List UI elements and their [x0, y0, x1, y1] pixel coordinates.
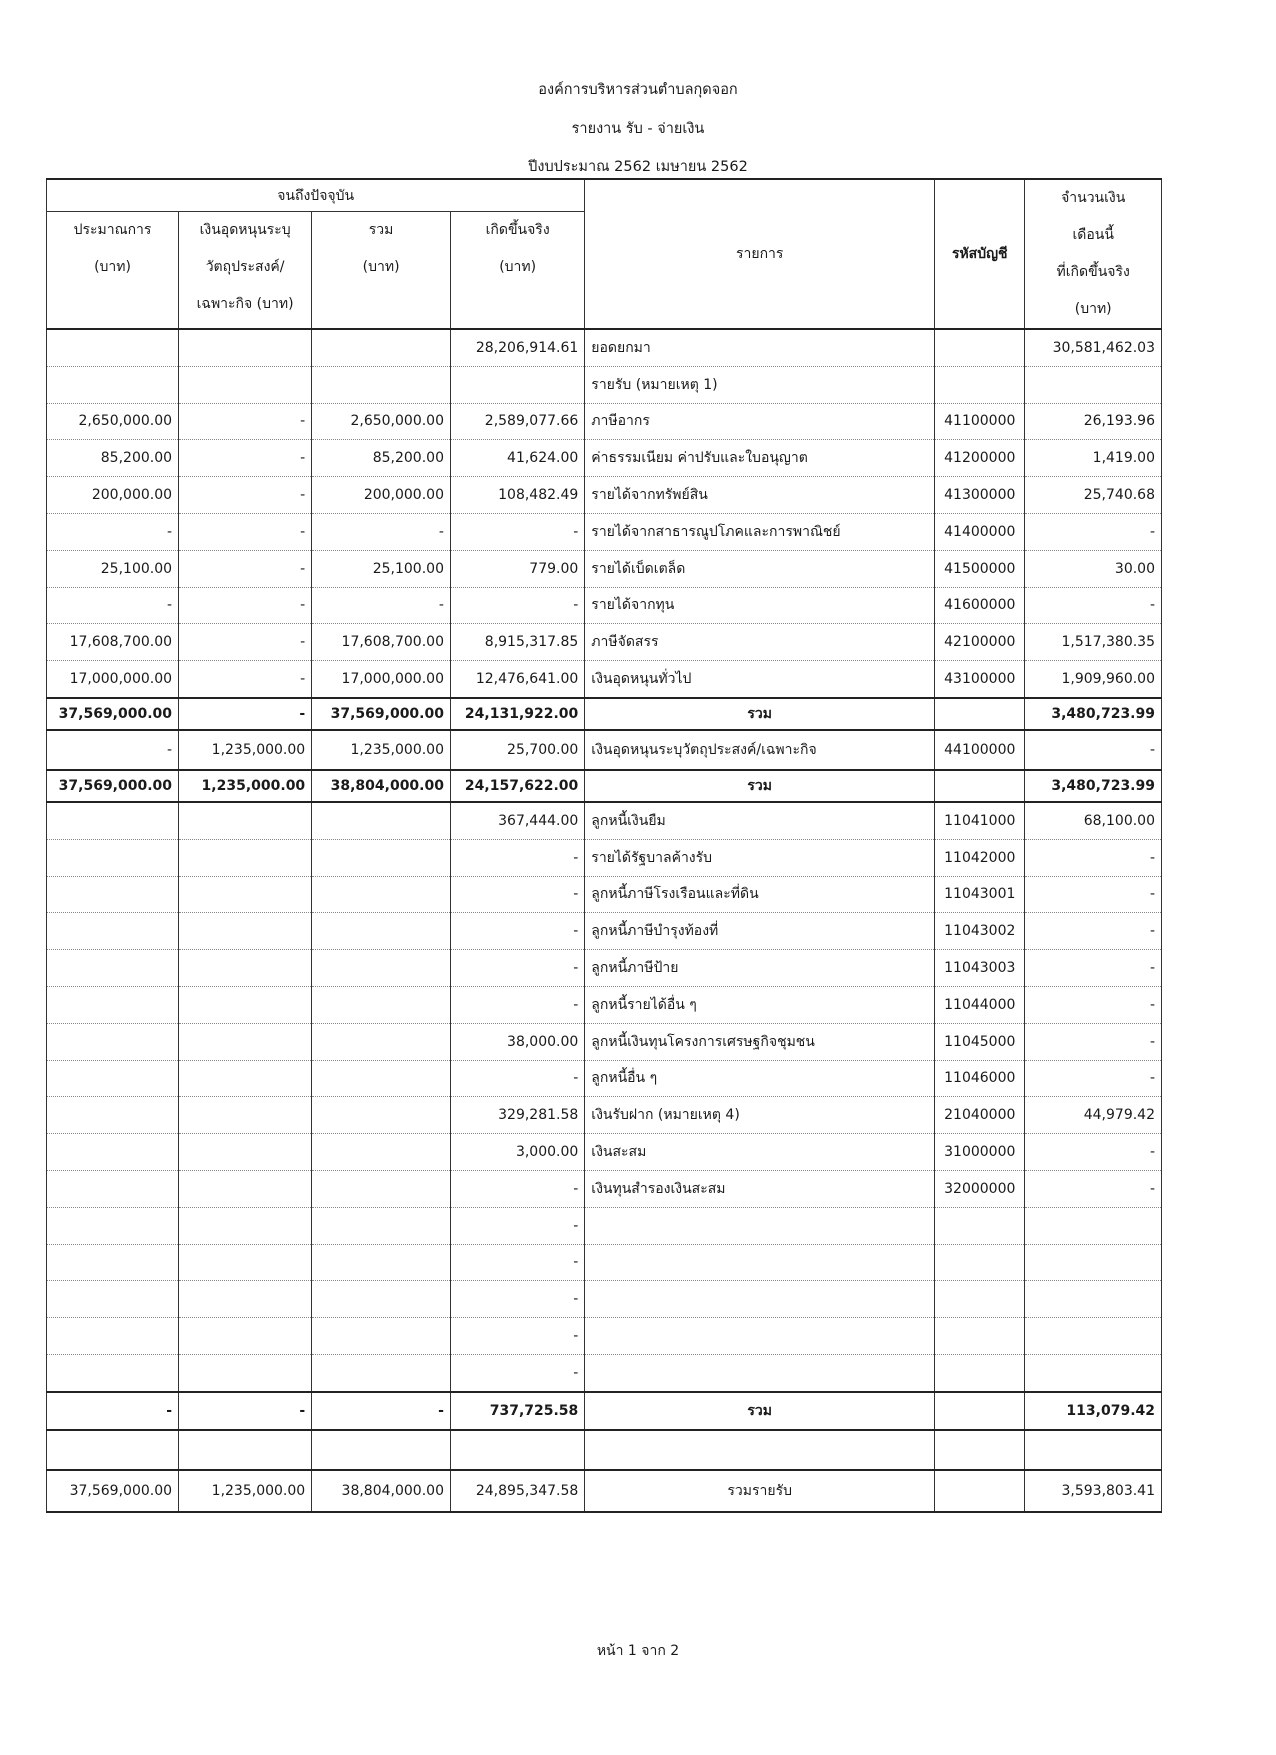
cell-code	[935, 698, 1025, 730]
cell-subsidy	[179, 876, 312, 913]
cell-code: 41400000	[935, 513, 1025, 550]
cell-budget: 200,000.00	[47, 477, 179, 514]
cell-item: เงินอุดหนุนระบุวัตถุประสงค์/เฉพาะกิจ	[585, 730, 935, 770]
cell-subsidy	[179, 839, 312, 876]
cell-total: 17,608,700.00	[312, 624, 451, 661]
spacer-row	[47, 1430, 1162, 1470]
cell-code: 21040000	[935, 1097, 1025, 1134]
org-title: องค์การบริหารส่วนตำบลกุดจอก	[538, 82, 738, 98]
cell-code: 11043003	[935, 950, 1025, 987]
cell-actual: 24,131,922.00	[450, 698, 584, 730]
cell-total	[312, 1281, 451, 1318]
table-row	[47, 661, 1162, 698]
cell-budget	[47, 1060, 179, 1097]
cell-budget: -	[47, 513, 179, 550]
cell-actual: 24,895,347.58	[450, 1470, 584, 1512]
cell-actual: -	[450, 587, 584, 624]
cell-budget	[47, 913, 179, 950]
cell-code: 41500000	[935, 550, 1025, 587]
receipt-payment-table	[46, 178, 1162, 1513]
col-header-month-l3: ที่เกิดขึ้นจริง	[1056, 264, 1130, 280]
empty-cell	[47, 1430, 179, 1470]
table-row	[47, 477, 1162, 514]
cell-budget: 37,569,000.00	[47, 698, 179, 730]
cell-code: 11042000	[935, 839, 1025, 876]
cell-budget: 37,569,000.00	[47, 1470, 179, 1512]
col-header-month-l1: จำนวนเงิน	[1061, 190, 1126, 206]
cell-total: 17,000,000.00	[312, 661, 451, 698]
cell-code: 31000000	[935, 1134, 1025, 1171]
cell-month	[1025, 366, 1162, 403]
cell-month	[1025, 1318, 1162, 1355]
cell-month: -	[1025, 1060, 1162, 1097]
cell-month	[1025, 1281, 1162, 1318]
cell-budget	[47, 1134, 179, 1171]
cell-code: 41300000	[935, 477, 1025, 514]
cell-code: 41200000	[935, 440, 1025, 477]
cell-item: ลูกหนี้เงินทุนโครงการเศรษฐกิจชุมชน	[585, 1023, 935, 1060]
cell-actual: 28,206,914.61	[450, 329, 584, 366]
cell-item: ภาษีอากร	[585, 403, 935, 440]
table-row	[47, 1023, 1162, 1060]
cell-budget: 37,569,000.00	[47, 770, 179, 802]
cell-item: รวมรายรับ	[585, 1470, 935, 1512]
cell-actual: -	[450, 913, 584, 950]
cell-total: 85,200.00	[312, 440, 451, 477]
cell-subsidy: -	[179, 661, 312, 698]
cell-month: 1,517,380.35	[1025, 624, 1162, 661]
cell-month: -	[1025, 950, 1162, 987]
cell-actual: 25,700.00	[450, 730, 584, 770]
cell-actual: -	[450, 1318, 584, 1355]
cell-subsidy: -	[179, 513, 312, 550]
cell-item: รวม	[585, 698, 935, 730]
cell-subsidy: -	[179, 698, 312, 730]
cell-month: 44,979.42	[1025, 1097, 1162, 1134]
table-row	[47, 624, 1162, 661]
cell-total	[312, 986, 451, 1023]
cell-budget: 25,100.00	[47, 550, 179, 587]
empty-cell	[935, 1430, 1025, 1470]
table-row	[47, 1207, 1162, 1244]
cell-budget	[47, 1354, 179, 1391]
cell-month: 68,100.00	[1025, 802, 1162, 839]
cell-total: 38,804,000.00	[312, 1470, 451, 1512]
cell-subsidy	[179, 1023, 312, 1060]
cell-code: 43100000	[935, 661, 1025, 698]
cell-month: 3,480,723.99	[1025, 698, 1162, 730]
col-header-actual-l2: (บาท)	[499, 259, 537, 276]
cell-item: ลูกหนี้ภาษีป้าย	[585, 950, 935, 987]
empty-cell	[312, 1430, 451, 1470]
cell-code: 11043002	[935, 913, 1025, 950]
cell-month: 1,419.00	[1025, 440, 1162, 477]
cell-total	[312, 1097, 451, 1134]
cell-actual: 779.00	[450, 550, 584, 587]
col-header-budget-l1: ประมาณการ	[73, 222, 152, 239]
cell-code	[935, 1470, 1025, 1512]
cell-actual: 329,281.58	[450, 1097, 584, 1134]
cell-budget	[47, 1281, 179, 1318]
cell-actual: -	[450, 876, 584, 913]
cell-total	[312, 1354, 451, 1391]
cell-actual: -	[450, 1244, 584, 1281]
cell-subsidy	[179, 913, 312, 950]
cell-month: 1,909,960.00	[1025, 661, 1162, 698]
cell-actual: -	[450, 1281, 584, 1318]
cell-budget: 85,200.00	[47, 440, 179, 477]
cell-total	[312, 1207, 451, 1244]
subtotal-row	[47, 1392, 1162, 1430]
cell-actual: 737,725.58	[450, 1392, 584, 1430]
table-row	[47, 730, 1162, 770]
table-row	[47, 913, 1162, 950]
cell-budget	[47, 876, 179, 913]
cell-total	[312, 1060, 451, 1097]
col-header-total-l1: รวม	[368, 222, 394, 239]
cell-subsidy	[179, 1207, 312, 1244]
cell-subsidy: -	[179, 440, 312, 477]
cell-total	[312, 1170, 451, 1207]
col-header-month	[1025, 179, 1162, 329]
cell-month: -	[1025, 1170, 1162, 1207]
cell-month: 26,193.96	[1025, 403, 1162, 440]
empty-cell	[585, 1430, 935, 1470]
cell-total	[312, 366, 451, 403]
cell-subsidy	[179, 986, 312, 1023]
cell-month: 3,593,803.41	[1025, 1470, 1162, 1512]
col-header-item: รายการ	[585, 179, 935, 329]
table-row	[47, 329, 1162, 366]
cell-budget	[47, 366, 179, 403]
col-header-month-l4: (บาท)	[1074, 301, 1112, 317]
table-row	[47, 802, 1162, 839]
cell-budget: -	[47, 730, 179, 770]
cell-item: เงินอุดหนุนทั่วไป	[585, 661, 935, 698]
cell-actual: -	[450, 1207, 584, 1244]
table-row	[47, 986, 1162, 1023]
cell-item: เงินรับฝาก (หมายเหตุ 4)	[585, 1097, 935, 1134]
cell-month: -	[1025, 513, 1162, 550]
cell-actual: 108,482.49	[450, 477, 584, 514]
cell-code	[935, 1207, 1025, 1244]
cell-item: รวม	[585, 770, 935, 802]
cell-month: 30,581,462.03	[1025, 329, 1162, 366]
table-row	[47, 839, 1162, 876]
cell-month: 3,480,723.99	[1025, 770, 1162, 802]
cell-month: -	[1025, 839, 1162, 876]
cell-total	[312, 1244, 451, 1281]
cell-subsidy: -	[179, 587, 312, 624]
cell-actual	[450, 366, 584, 403]
cell-subsidy	[179, 1097, 312, 1134]
cell-code: 32000000	[935, 1170, 1025, 1207]
cell-item	[585, 1207, 935, 1244]
cell-code	[935, 366, 1025, 403]
cell-subsidy: 1,235,000.00	[179, 1470, 312, 1512]
cell-month: 30.00	[1025, 550, 1162, 587]
cell-subsidy: 1,235,000.00	[179, 770, 312, 802]
cell-subsidy: -	[179, 403, 312, 440]
table-row	[47, 1244, 1162, 1281]
report-title: รายงาน รับ - จ่ายเงิน	[571, 121, 705, 137]
cell-total: 37,569,000.00	[312, 698, 451, 730]
grand-total-row	[47, 1470, 1162, 1512]
table-row	[47, 1060, 1162, 1097]
cell-budget	[47, 986, 179, 1023]
cell-actual: -	[450, 839, 584, 876]
cell-total	[312, 950, 451, 987]
cell-subsidy: 1,235,000.00	[179, 730, 312, 770]
cell-total	[312, 839, 451, 876]
cell-subsidy: -	[179, 1392, 312, 1430]
cell-actual: 367,444.00	[450, 802, 584, 839]
col-header-month-l2: เดือนนี้	[1072, 227, 1114, 243]
cell-actual: 41,624.00	[450, 440, 584, 477]
col-header-subsidy-l2: วัตถุประสงค์/	[205, 259, 285, 276]
cell-code: 11045000	[935, 1023, 1025, 1060]
cell-item	[585, 1354, 935, 1391]
cell-item: ลูกหนี้อื่น ๆ	[585, 1060, 935, 1097]
cell-code	[935, 1392, 1025, 1430]
col-header-code: รหัสบัญชี	[935, 179, 1025, 329]
cell-total	[312, 329, 451, 366]
cell-item: เงินสะสม	[585, 1134, 935, 1171]
table-row	[47, 1097, 1162, 1134]
cell-budget: 2,650,000.00	[47, 403, 179, 440]
cell-total: 2,650,000.00	[312, 403, 451, 440]
table-row	[47, 950, 1162, 987]
cell-budget	[47, 329, 179, 366]
cell-code: 11044000	[935, 986, 1025, 1023]
table-row	[47, 1170, 1162, 1207]
cell-budget: -	[47, 587, 179, 624]
col-header-total-l2: (บาท)	[362, 259, 400, 276]
cell-month: -	[1025, 1134, 1162, 1171]
table-row	[47, 366, 1162, 403]
cell-item: ลูกหนี้เงินยืม	[585, 802, 935, 839]
cell-total: 200,000.00	[312, 477, 451, 514]
cell-item	[585, 1318, 935, 1355]
cell-month: 113,079.42	[1025, 1392, 1162, 1430]
cell-total: -	[312, 587, 451, 624]
cell-code: 42100000	[935, 624, 1025, 661]
col-header-budget	[47, 212, 179, 329]
cell-code: 44100000	[935, 730, 1025, 770]
table-row	[47, 550, 1162, 587]
cell-actual: 8,915,317.85	[450, 624, 584, 661]
cell-subsidy: -	[179, 550, 312, 587]
cell-total: 25,100.00	[312, 550, 451, 587]
cell-subsidy	[179, 950, 312, 987]
cell-month: 25,740.68	[1025, 477, 1162, 514]
col-header-total	[312, 212, 451, 329]
cell-item: รายได้จากสาธารณูปโภคและการพาณิชย์	[585, 513, 935, 550]
cell-code: 11046000	[935, 1060, 1025, 1097]
cell-total	[312, 913, 451, 950]
cell-item: ลูกหนี้ภาษีโรงเรือนและที่ดิน	[585, 876, 935, 913]
cell-budget: -	[47, 1392, 179, 1430]
cell-actual: -	[450, 1170, 584, 1207]
cell-actual: 12,476,641.00	[450, 661, 584, 698]
cell-item: รายได้จากทรัพย์สิน	[585, 477, 935, 514]
cell-code	[935, 329, 1025, 366]
cell-actual: -	[450, 986, 584, 1023]
cell-month	[1025, 1207, 1162, 1244]
cell-subsidy	[179, 1318, 312, 1355]
cell-subsidy	[179, 1060, 312, 1097]
cell-month	[1025, 1354, 1162, 1391]
subtotal-row	[47, 770, 1162, 802]
cell-total	[312, 1318, 451, 1355]
page-footer: หน้า 1 จาก 2	[596, 1643, 680, 1659]
cell-code	[935, 1244, 1025, 1281]
cell-budget	[47, 1170, 179, 1207]
cell-month: -	[1025, 730, 1162, 770]
cell-actual: -	[450, 1354, 584, 1391]
col-header-subsidy	[179, 212, 312, 329]
cell-total: 1,235,000.00	[312, 730, 451, 770]
col-header-actual-l1: เกิดขึ้นจริง	[485, 222, 550, 239]
cell-total: -	[312, 513, 451, 550]
cell-month: -	[1025, 587, 1162, 624]
cell-total	[312, 876, 451, 913]
cell-item: เงินทุนสำรองเงินสะสม	[585, 1170, 935, 1207]
cell-month: -	[1025, 876, 1162, 913]
cell-code: 41600000	[935, 587, 1025, 624]
cell-actual: 24,157,622.00	[450, 770, 584, 802]
cell-item: รายได้รัฐบาลค้างรับ	[585, 839, 935, 876]
cell-total: -	[312, 1392, 451, 1430]
cell-item: รายได้เบ็ดเตล็ด	[585, 550, 935, 587]
table-row	[47, 1281, 1162, 1318]
empty-cell	[179, 1430, 312, 1470]
cell-subsidy	[179, 802, 312, 839]
cell-item: ค่าธรรมเนียม ค่าปรับและใบอนุญาต	[585, 440, 935, 477]
cell-subsidy	[179, 1281, 312, 1318]
cell-budget	[47, 839, 179, 876]
empty-cell	[450, 1430, 584, 1470]
cell-budget: 17,000,000.00	[47, 661, 179, 698]
cell-code	[935, 770, 1025, 802]
cell-subsidy	[179, 1170, 312, 1207]
cell-subsidy: -	[179, 624, 312, 661]
cell-item: รวม	[585, 1392, 935, 1430]
cell-month: -	[1025, 913, 1162, 950]
cell-subsidy	[179, 366, 312, 403]
cell-month	[1025, 1244, 1162, 1281]
cell-budget	[47, 1244, 179, 1281]
cell-item: ลูกหนี้ภาษีบำรุงท้องที่	[585, 913, 935, 950]
cell-item	[585, 1244, 935, 1281]
cell-total: 38,804,000.00	[312, 770, 451, 802]
table-row	[47, 1354, 1162, 1391]
cell-item: ภาษีจัดสรร	[585, 624, 935, 661]
report-period: ปีงบประมาณ 2562 เมษายน 2562	[528, 159, 748, 175]
cell-item	[585, 1281, 935, 1318]
col-header-subsidy-l1: เงินอุดหนุนระบุ	[199, 222, 291, 239]
cell-month: -	[1025, 986, 1162, 1023]
cell-month: -	[1025, 1023, 1162, 1060]
cell-actual: 2,589,077.66	[450, 403, 584, 440]
table-row	[47, 876, 1162, 913]
table-row	[47, 403, 1162, 440]
cell-budget	[47, 1318, 179, 1355]
table-row	[47, 1318, 1162, 1355]
subtotal-row	[47, 698, 1162, 730]
table-row	[47, 440, 1162, 477]
cell-code	[935, 1354, 1025, 1391]
cell-budget	[47, 1023, 179, 1060]
cell-code	[935, 1281, 1025, 1318]
cell-item: รายรับ (หมายเหตุ 1)	[585, 366, 935, 403]
table-row	[47, 513, 1162, 550]
cell-actual: -	[450, 950, 584, 987]
table-row	[47, 587, 1162, 624]
cell-code	[935, 1318, 1025, 1355]
col-header-budget-l2: (บาท)	[94, 259, 131, 276]
cell-total	[312, 1134, 451, 1171]
cell-total	[312, 1023, 451, 1060]
cell-item: รายได้จากทุน	[585, 587, 935, 624]
cell-item: ยอดยกมา	[585, 329, 935, 366]
cell-actual: -	[450, 1060, 584, 1097]
group-header-to-date: จนถึงปัจจุบัน	[47, 179, 585, 212]
cell-actual: 3,000.00	[450, 1134, 584, 1171]
cell-item: ลูกหนี้รายได้อื่น ๆ	[585, 986, 935, 1023]
cell-budget: 17,608,700.00	[47, 624, 179, 661]
cell-actual: 38,000.00	[450, 1023, 584, 1060]
cell-subsidy	[179, 329, 312, 366]
cell-subsidy	[179, 1244, 312, 1281]
cell-code: 11041000	[935, 802, 1025, 839]
cell-subsidy: -	[179, 477, 312, 514]
col-header-actual	[450, 212, 584, 329]
cell-budget	[47, 950, 179, 987]
empty-cell	[1025, 1430, 1162, 1470]
cell-budget	[47, 1207, 179, 1244]
table-row	[47, 1134, 1162, 1171]
cell-actual: -	[450, 513, 584, 550]
cell-subsidy	[179, 1354, 312, 1391]
col-header-subsidy-l3: เฉพาะกิจ (บาท)	[196, 296, 294, 313]
cell-code: 41100000	[935, 403, 1025, 440]
cell-subsidy	[179, 1134, 312, 1171]
cell-budget	[47, 1097, 179, 1134]
cell-code: 11043001	[935, 876, 1025, 913]
cell-budget	[47, 802, 179, 839]
cell-total	[312, 802, 451, 839]
